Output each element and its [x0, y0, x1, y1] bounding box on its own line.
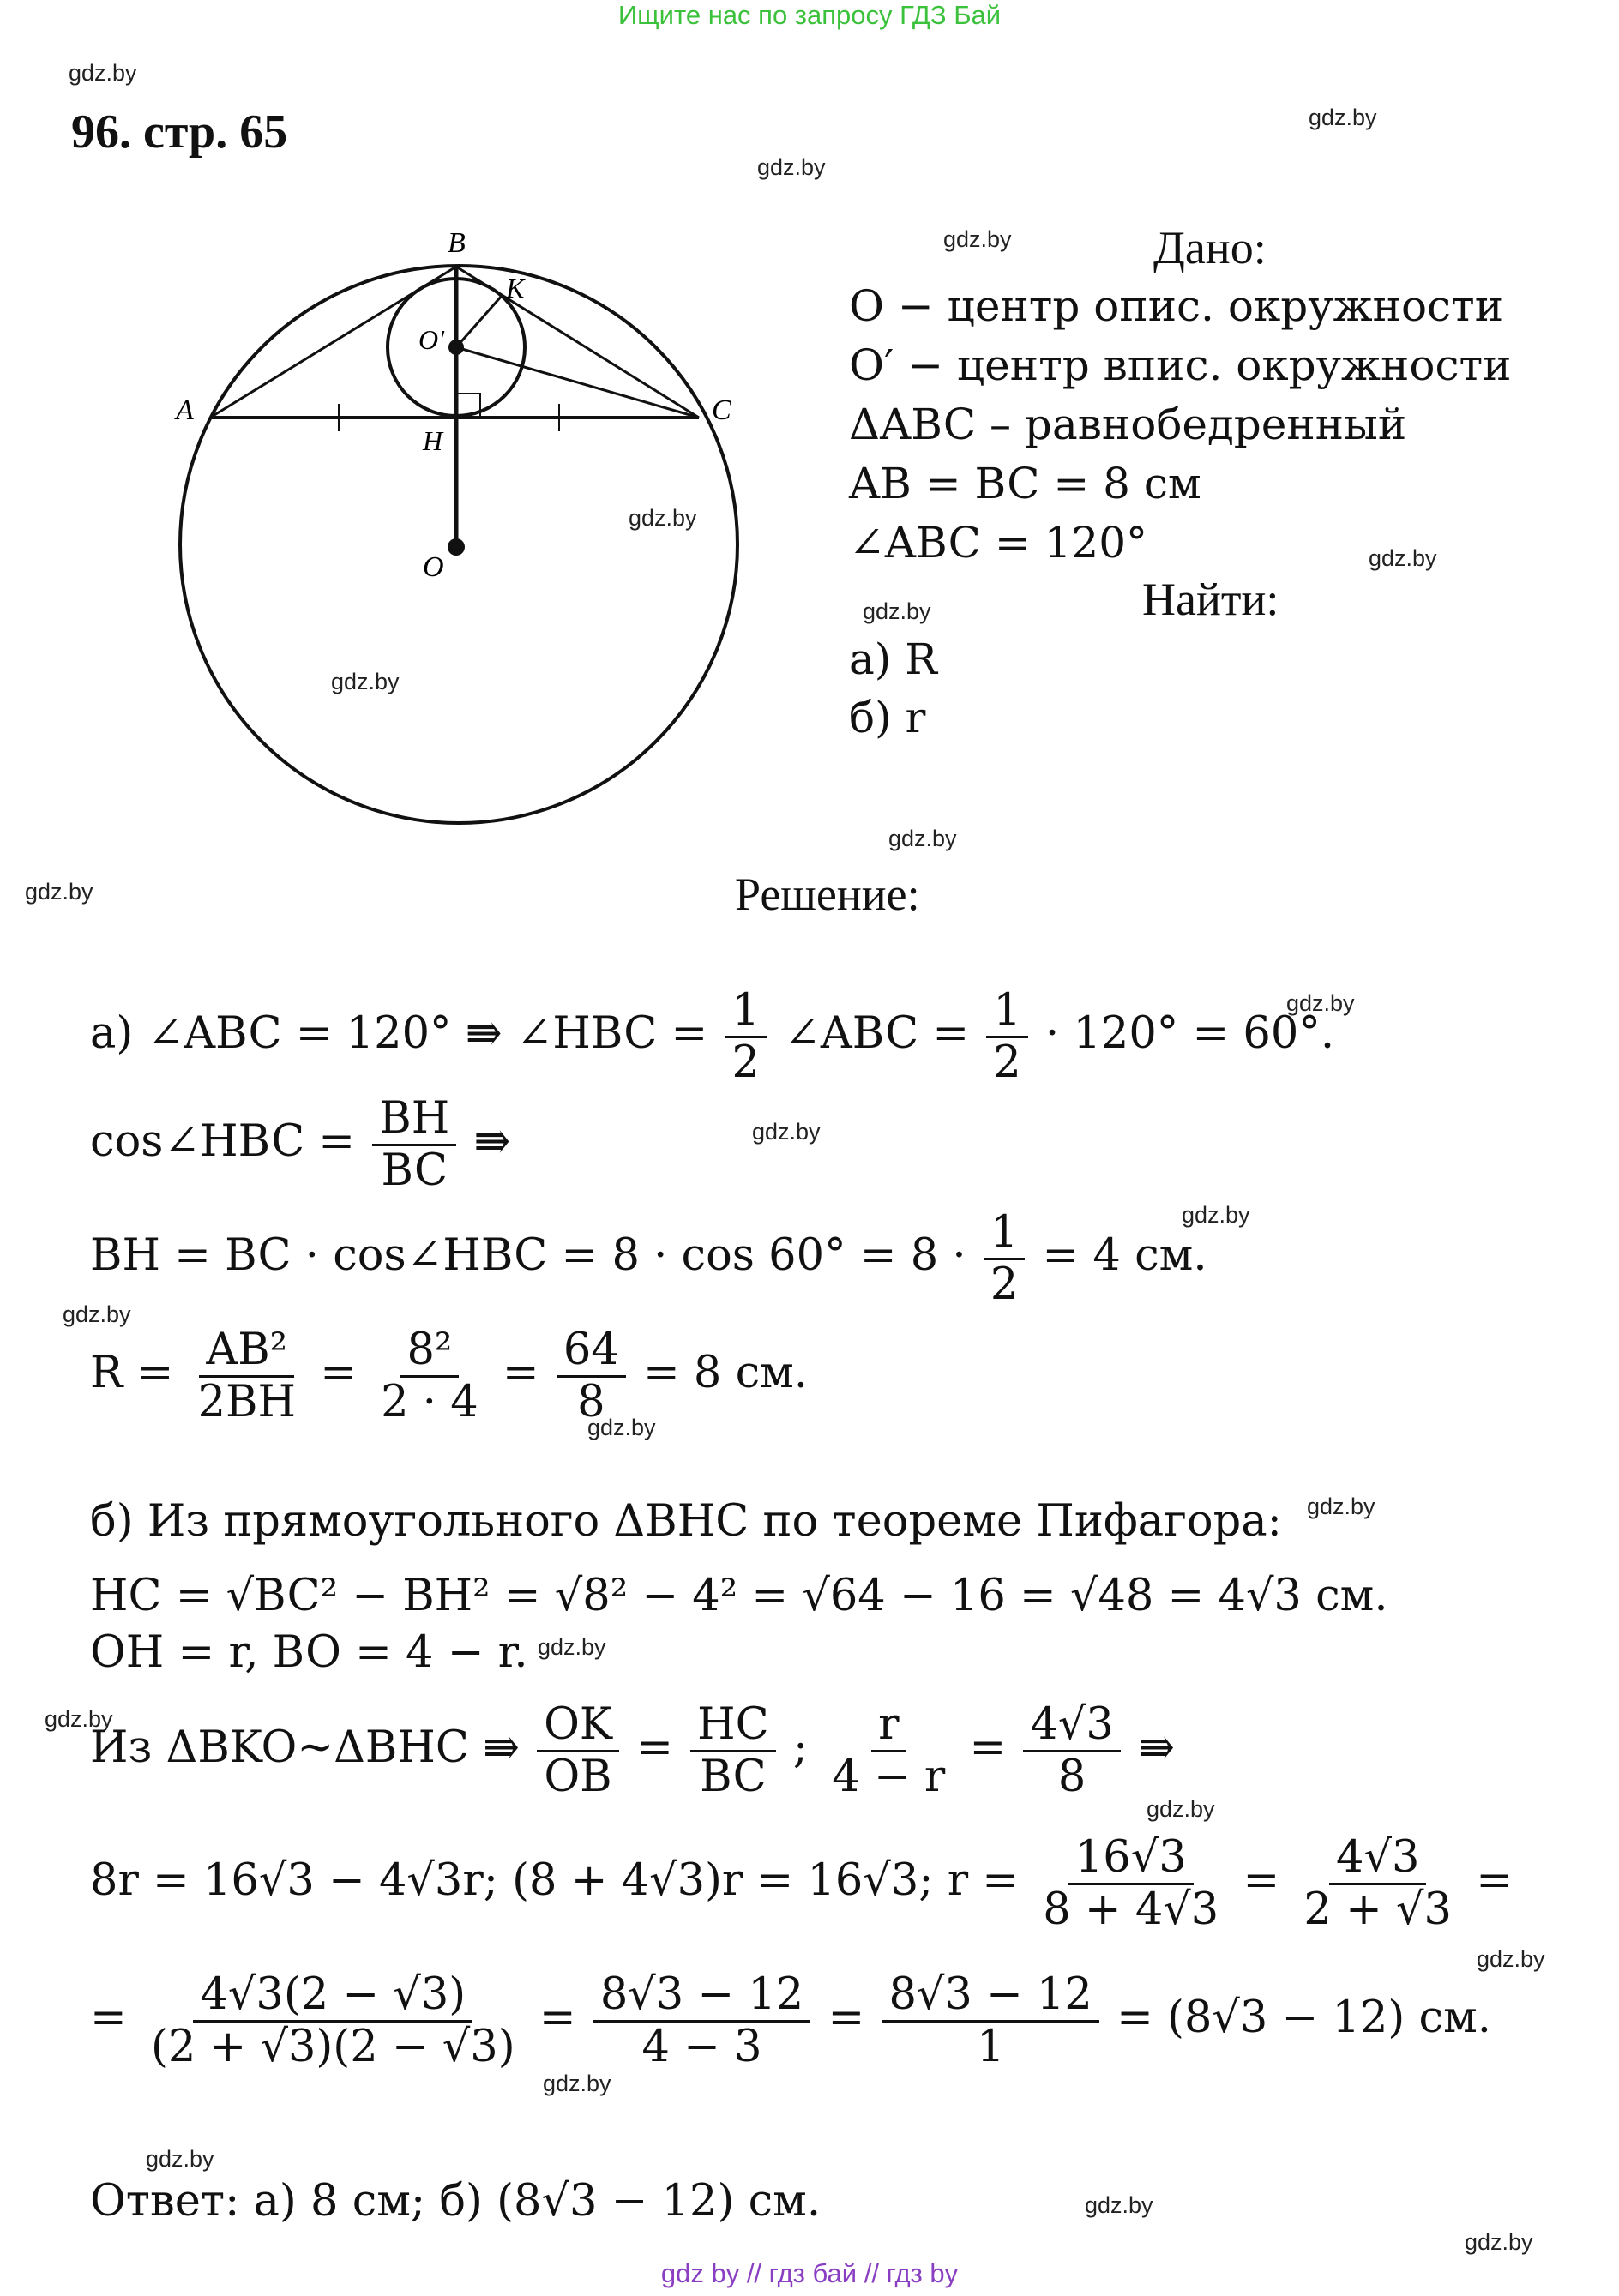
- watermark: gdz.by: [888, 826, 957, 851]
- fraction-bh-bc: $\frac{BH}{BC}$: [372, 1096, 456, 1193]
- label-k: K: [506, 273, 525, 304]
- top-banner[interactable]: Ищите нас по запросу ГДЗ Бай: [617, 0, 1002, 30]
- solution-line-a2: cos∠HBC = $\frac{BH}{BC}$ ⇛: [90, 1093, 511, 1196]
- watermark: gdz.by: [1465, 2229, 1533, 2255]
- fraction-half: $\frac{1}{2}$: [984, 1210, 1025, 1307]
- watermark: gdz.by: [752, 1119, 821, 1145]
- fraction-half: $\frac{1}{2}$: [725, 988, 767, 1085]
- watermark: gdz.by: [863, 598, 931, 624]
- answer-line: Ответ: а) 8 см; б) (8√3 − 12) см.: [90, 2176, 822, 2227]
- watermark: gdz.by: [543, 2071, 611, 2096]
- solution-line-b3: OH = r, BO = 4 − r.: [90, 1627, 528, 1678]
- watermark: gdz.by: [538, 1634, 606, 1660]
- watermark: gdz.by: [69, 60, 137, 86]
- given-line: O − центр опис. окружности: [849, 281, 1504, 331]
- watermark: gdz.by: [1477, 1946, 1545, 1972]
- label-o-prime: O': [418, 324, 444, 355]
- solution-line-b2: HC = √BC² − BH² = √8² − 4² = √64 − 16 = √48 = 4√3 см.: [90, 1571, 1388, 1621]
- point-o: [448, 538, 465, 556]
- solution-line-a4: R = $\frac{\text{AB²}}{2BH}$ = $\frac{\text{8²}}{2 \cdot 4}$ = $\frac{64}{8}$ = 8 см.: [90, 1325, 809, 1427]
- watermark: gdz.by: [1309, 105, 1377, 130]
- given-line: ΔABC – равнобедренный: [849, 400, 1407, 449]
- radius-ok: [456, 296, 502, 347]
- given-heading: Дано:: [1153, 222, 1267, 273]
- find-item: а) R: [849, 634, 937, 684]
- given-line: AB = BC = 8 см: [849, 459, 1201, 508]
- watermark: gdz.by: [1307, 1494, 1375, 1519]
- watermark: gdz.by: [1085, 2192, 1153, 2218]
- label-h: H: [423, 425, 443, 456]
- watermark: gdz.by: [587, 1415, 656, 1440]
- solution-heading: Решение:: [735, 869, 920, 920]
- watermark: gdz.by: [1369, 545, 1437, 571]
- solution-line-b6: = $\frac{4√3(2 - √3)}{(2 + √3)(2 - √3)}$ = $\frac{8√3 - 12}{4 - 3}$ = $\frac{8√3 - 12}{1}$ = (8√3 − 12) см.: [90, 1969, 1491, 2072]
- watermark: gdz.by: [63, 1301, 131, 1327]
- label-c: C: [712, 394, 731, 426]
- solution-line-b5: 8r = 16√3 − 4√3r; (8 + 4√3)r = 16√3; r = $\frac{16√3}{8 + 4√3}$ = $\frac{4√3}{2 + √3}$ =: [90, 1832, 1513, 1935]
- watermark: gdz.by: [943, 226, 1012, 252]
- solution-line-a3: BH = BC · cos∠HBC = 8 · cos 60° = 8 · $\frac{1}{2}$ = 4 см.: [90, 1207, 1207, 1310]
- problem-title: 96. стр. 65: [71, 105, 288, 159]
- label-o: O: [423, 551, 444, 583]
- watermark: gdz.by: [629, 505, 697, 531]
- watermark: gdz.by: [25, 879, 93, 905]
- given-line: O′ − центр впис. окружности: [849, 340, 1512, 390]
- find-item: б) r: [849, 693, 926, 742]
- find-heading: Найти:: [1142, 574, 1279, 625]
- watermark: gdz.by: [331, 669, 400, 694]
- solution-line-a1: а) ∠ABC = 120° ⇛ ∠HBC = $\frac{1}{2}$ ∠ABC = $\frac{1}{2}$ · 120° = 60°.: [90, 985, 1335, 1088]
- solution-line-b4: Из ΔBKO~ΔBHC ⇛ $\frac{OK}{OB}$ = $\frac{HC}{BC}$ ; $\frac{r}{4 - r}$ = $\frac{4√3}{8}$ ⇛: [90, 1699, 1175, 1802]
- geometry-figure: [154, 214, 772, 849]
- watermark: gdz.by: [757, 154, 826, 180]
- fraction-half: $\frac{1}{2}$: [986, 988, 1027, 1085]
- label-b: B: [448, 227, 466, 259]
- label-a: A: [176, 394, 194, 426]
- watermark: gdz.by: [45, 1706, 113, 1732]
- watermark: gdz.by: [1182, 1202, 1250, 1228]
- watermark: gdz.by: [146, 2146, 214, 2172]
- given-line: ∠ABC = 120°: [849, 518, 1148, 568]
- bottom-banner[interactable]: gdz by // гдз бай // гдз by: [660, 2258, 959, 2288]
- watermark: gdz.by: [1286, 990, 1355, 1016]
- solution-line-b1: б) Из прямоугольного ΔBHC по теореме Пифагора:: [90, 1496, 1282, 1547]
- watermark: gdz.by: [1147, 1796, 1215, 1822]
- point-o-prime: [448, 340, 464, 355]
